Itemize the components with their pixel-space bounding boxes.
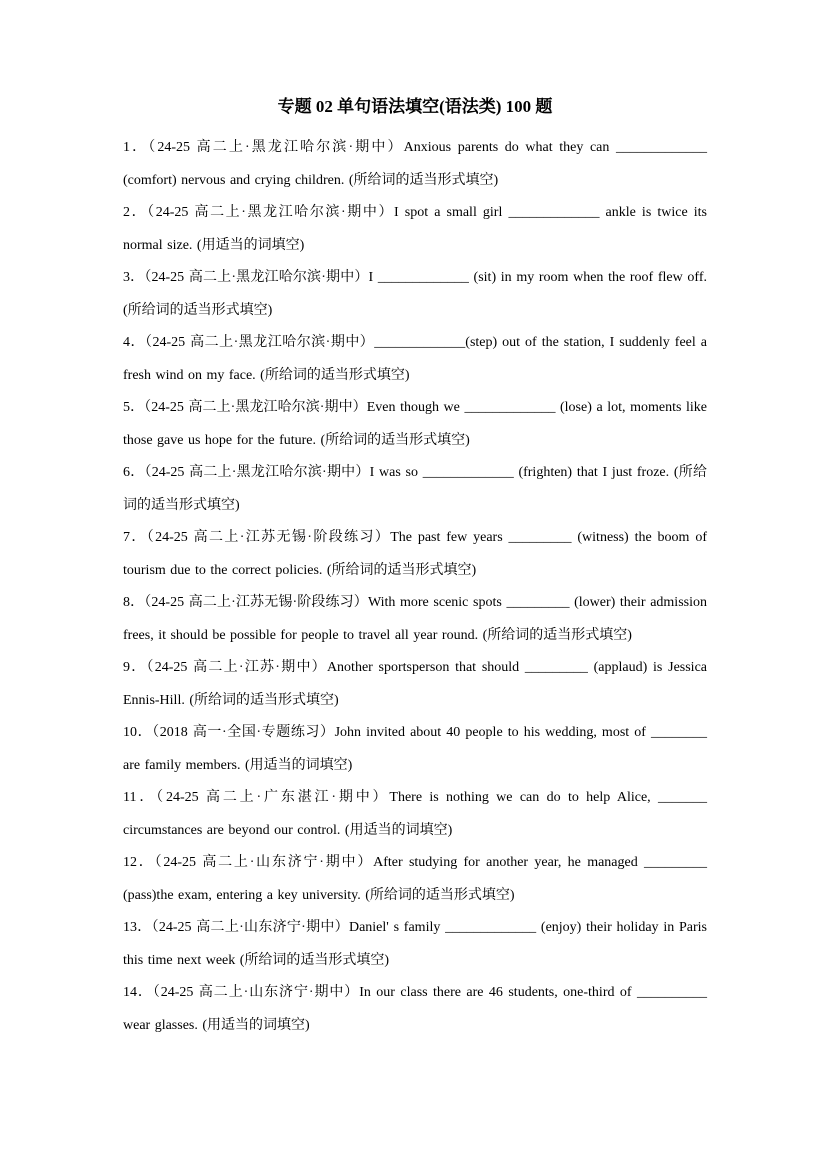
question-number: 12． (123, 855, 155, 870)
question-body: John invited about 40 people to his wedding, most of ________ are family members. (用适当的词填空) (123, 725, 707, 773)
question-body: With more scenic spots _________ (lower) their admission frees, it should be possible for people to travel all year round. (所给词的适当形式填空) (123, 595, 707, 643)
question-number: 9． (123, 660, 147, 675)
question-number: 3． (123, 270, 145, 285)
document-title: 专题 02 单句语法填空(语法类) 100 题 (277, 97, 553, 116)
question-source: （24-25 高二上·黑龙江哈尔滨·期中） (144, 465, 370, 480)
question-body: I _____________ (sit) in my room when the roof flew off. (所给词的适当形式填空) (123, 270, 707, 318)
question-source: （24-25 高二上·江苏·期中） (146, 660, 327, 675)
question-body: I spot a small girl _____________ ankle is twice its normal size. (用适当的词填空) (123, 205, 707, 253)
question-source: （24-25 高二上·黑龙江哈尔滨·期中） (147, 205, 395, 220)
question-source: （24-25 高二上·山东济宁·期中） (152, 985, 360, 1000)
question-item-5 (123, 392, 707, 457)
question-source: （2018 高一·全国·专题练习） (152, 725, 335, 740)
question-body: Another sportsperson that should _________ (applaud) is Jessica Ennis-Hill. (所给词的适当形式填空) (123, 660, 707, 708)
question-number: 10． (123, 725, 153, 740)
question-body: Anxious parents do what they can _____________ (comfort) nervous and crying children. (所给词的适当形式填空) (123, 140, 707, 188)
question-source: （24-25 高二上·广东湛江·期中） (156, 790, 390, 805)
question-source: （24-25 高二上·黑龙江哈尔滨·期中） (144, 400, 367, 415)
question-body: Daniel' s family _____________ (enjoy) their holiday in Paris this time next week (所给词的适当形式填空) (123, 920, 707, 968)
question-list (123, 132, 707, 1042)
question-body: I was so _____________ (frighten) that I just froze. (所给词的适当形式填空) (123, 465, 707, 513)
question-item-3 (123, 262, 707, 327)
question-body: Even though we _____________ (lose) a lot, moments like those gave us hope for the future. (所给词的适当形式填空) (123, 400, 707, 448)
question-number: 1． (123, 140, 149, 155)
question-item-1 (123, 132, 707, 197)
question-item-10 (123, 717, 707, 782)
question-item-12 (123, 847, 707, 912)
question-item-11 (123, 782, 707, 847)
question-source: （24-25 高二上·山东济宁·期中） (151, 920, 349, 935)
question-item-13 (123, 912, 707, 977)
question-source: （24-25 高二上·黑龙江哈尔滨·期中） (148, 140, 404, 155)
question-number: 8． (123, 595, 145, 610)
question-item-8 (123, 587, 707, 652)
question-number: 2． (123, 205, 148, 220)
question-number: 11． (123, 790, 157, 805)
question-number: 6． (123, 465, 145, 480)
question-item-14 (123, 977, 707, 1042)
question-item-2 (123, 197, 707, 262)
question-body: There is nothing we can do to help Alice, _______ circumstances are beyond our control. (用适当的词填空) (123, 790, 707, 838)
question-number: 14． (123, 985, 153, 1000)
question-body: In our class there are 46 students, one-third of __________ wear glasses. (用适当的词填空) (123, 985, 707, 1033)
question-item-9 (123, 652, 707, 717)
question-source: （24-25 高二上·黑龙江哈尔滨·期中） (144, 335, 375, 350)
question-number: 4． (123, 335, 145, 350)
question-source: （24-25 高二上·江苏无锡·阶段练习） (146, 530, 391, 545)
question-number: 5． (123, 400, 145, 415)
question-source: （24-25 高二上·江苏无锡·阶段练习） (144, 595, 368, 610)
question-source: （24-25 高二上·黑龙江哈尔滨·期中） (144, 270, 369, 285)
question-item-6 (123, 457, 707, 522)
question-body: The past few years _________ (witness) the boom of tourism due to the correct policies. (所给词的适当形式填空) (123, 530, 707, 578)
question-source: （24-25 高二上·山东济宁·期中） (154, 855, 374, 870)
question-body: _____________(step) out of the station, I suddenly feel a fresh wind on my face. (所给词的适当形式填空) (123, 335, 707, 383)
question-number: 7． (123, 530, 147, 545)
question-item-7 (123, 522, 707, 587)
question-number: 13． (123, 920, 152, 935)
question-body: After studying for another year, he managed _________ (pass)the exam, entering a key university. (所给词的适当形式填空) (123, 855, 708, 903)
question-item-4 (123, 327, 707, 392)
